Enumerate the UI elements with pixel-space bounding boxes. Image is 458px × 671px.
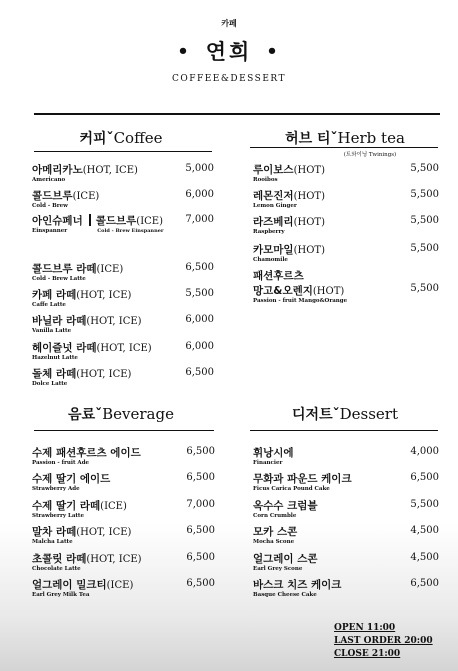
section-divider [34, 430, 214, 431]
cafe-name [0, 36, 458, 66]
item-name-line2: 망고&오렌지 [253, 285, 313, 297]
item-price: 6,000 [185, 341, 214, 352]
item-name: 패션후르츠 [253, 270, 304, 282]
item-price: 7,000 [186, 499, 215, 510]
item-subtitle-alt: Cold - Brew Einspanner [97, 228, 164, 234]
section-title-kr: 허브 티ˇ [285, 131, 338, 147]
menu-item-dessert-3 [253, 498, 318, 519]
item-subtitle: Mocha Scone [253, 539, 295, 545]
item-option: (HOT) [312, 286, 345, 297]
item-name: 휘낭시에 [253, 447, 294, 459]
item-option: (HOT, ICE) [76, 527, 132, 538]
item-option: (HOT, ICE) [82, 165, 138, 176]
menu-item-beverage-4 [32, 524, 131, 545]
item-subtitle: Caffe Latte [32, 302, 66, 308]
item-name: 무화과 파운드 케이크 [253, 473, 352, 485]
item-name: 바스크 치즈 케이크 [253, 579, 342, 591]
item-subtitle: Cold - Brew Latte [32, 276, 86, 282]
item-subtitle: Lemon Ginger [253, 203, 297, 209]
hours-last-order: LAST ORDER 20:00 [334, 636, 433, 646]
item-price: 6,500 [186, 472, 215, 483]
item-price: 5,500 [410, 215, 439, 226]
item-option: (HOT, ICE) [76, 290, 132, 301]
item-price: 6,500 [186, 446, 215, 457]
item-subtitle: Passion - fruit Mango&Orange [253, 298, 348, 304]
item-name: 얼그레이 밀크티 [32, 579, 107, 591]
item-subtitle: Chamomile [253, 257, 288, 263]
item-name: 수제 딸기 에이드 [32, 473, 111, 485]
item-subtitle: Rooibos [253, 177, 278, 183]
item-name: 돌체 라떼 [32, 368, 77, 380]
item-name: 아메리카노 [32, 164, 83, 176]
section-heading-dessert [250, 404, 440, 424]
menu-item-dessert-5 [253, 551, 318, 572]
item-price: 6,500 [186, 525, 215, 536]
item-name: 루이보스 [253, 164, 294, 176]
item-price: 6,000 [185, 189, 214, 200]
item-subtitle: Earl Grey Milk Tea [32, 592, 90, 598]
menu-item-dessert-6 [253, 577, 341, 598]
menu-item-coffee-7 [32, 340, 152, 361]
item-price: 6,500 [410, 472, 439, 483]
menu-item-coffee-4 [32, 261, 123, 282]
item-name: 레몬진저 [253, 190, 294, 202]
menu-item-herb-5 [253, 268, 347, 304]
section-title-en: Herb tea [337, 129, 405, 147]
menu-item-beverage-1 [32, 445, 141, 466]
item-price: 6,500 [410, 578, 439, 589]
item-price: 5,500 [410, 499, 439, 510]
item-subtitle: Ficus Carica Pound Cake [253, 486, 330, 492]
header-divider [34, 113, 440, 115]
item-name: 수제 딸기 라떼 [32, 500, 101, 512]
menu-item-coffee-2 [32, 188, 99, 209]
item-name: 수제 패션후르츠 에이드 [32, 447, 141, 459]
menu-item-herb-2 [253, 188, 325, 209]
item-subtitle: Strawberry Ade [32, 486, 80, 492]
title-dot-left: • [177, 41, 192, 62]
item-name: 콜드브루 라떼 [32, 263, 97, 275]
item-name: 옥수수 크럼블 [253, 500, 318, 512]
item-price: 5,500 [410, 283, 439, 294]
item-price: 5,500 [410, 243, 439, 254]
item-price: 5,000 [185, 163, 214, 174]
hours-open: OPEN 11:00 [334, 623, 396, 633]
menu-item-coffee-3 [32, 213, 164, 234]
item-price: 4,500 [410, 525, 439, 536]
item-option: (ICE) [136, 216, 164, 227]
item-subtitle: Americano [32, 177, 66, 183]
item-name: 초콜릿 라떼 [32, 553, 87, 565]
section-heading-beverage [34, 404, 208, 424]
item-name: 라즈베리 [253, 216, 294, 228]
menu-item-coffee-6 [32, 313, 142, 334]
item-subtitle: Cold - Brew [32, 203, 68, 209]
cafe-name-text: 연희 [205, 39, 253, 64]
item-separator [89, 214, 91, 226]
section-heading-coffee [34, 128, 208, 148]
menu-item-coffee-8 [32, 366, 131, 387]
item-option: (HOT) [293, 191, 325, 202]
item-option: (ICE) [96, 264, 124, 275]
item-name: 말차 라떼 [32, 526, 77, 538]
section-divider [34, 151, 212, 152]
item-name: 바닐라 라떼 [32, 315, 87, 327]
section-title-en: Dessert [339, 405, 398, 423]
item-subtitle: Financier [253, 460, 283, 466]
item-option: (HOT, ICE) [76, 369, 132, 380]
item-subtitle: Chocolate Latte [32, 566, 81, 572]
item-name: 헤이즐넛 라떼 [32, 342, 97, 354]
section-heading-herb-tea [250, 128, 440, 148]
item-name: 아인슈페너 [32, 215, 83, 227]
item-price: 7,000 [185, 214, 214, 225]
item-name: 콜드브루 [32, 190, 73, 202]
section-title-kr: 커피ˇ [79, 131, 114, 147]
section-title-en: Beverage [102, 405, 174, 423]
item-option: (HOT, ICE) [96, 343, 152, 354]
menu-item-dessert-1 [253, 445, 294, 466]
item-option: (HOT) [293, 165, 325, 176]
item-subtitle: Malcha Latte [32, 539, 73, 545]
item-option: (HOT) [293, 217, 325, 228]
menu-item-beverage-2 [32, 471, 110, 492]
menu-item-dessert-4 [253, 524, 297, 545]
section-title-en: Coffee [113, 129, 163, 147]
menu-item-dessert-2 [253, 471, 352, 492]
item-subtitle: Hazelnut Latte [32, 355, 78, 361]
item-subtitle: Einspanner [32, 228, 68, 234]
menu-item-coffee-5 [32, 287, 131, 308]
item-option: (ICE) [106, 580, 134, 591]
menu-item-herb-1 [253, 162, 325, 183]
item-subtitle: Passion - fruit Ade [32, 460, 90, 466]
item-name-alt: 콜드브루 [95, 215, 137, 227]
section-divider [250, 430, 438, 431]
menu-item-beverage-6 [32, 577, 133, 598]
menu-item-coffee-1 [32, 162, 138, 183]
section-title-kr: 디저트ˇ [292, 407, 340, 423]
item-name: 카페 라떼 [32, 289, 77, 301]
menu-item-beverage-5 [32, 551, 142, 572]
item-subtitle: Dolce Latte [32, 381, 68, 387]
item-price: 6,500 [185, 262, 214, 273]
item-price: 6,500 [185, 367, 214, 378]
item-price: 4,000 [410, 446, 439, 457]
cafe-label: 카페 [221, 18, 237, 28]
menu-item-herb-3 [253, 214, 325, 235]
item-price: 5,500 [410, 189, 439, 200]
herb-tea-note: (트와이닝 Twinings) [343, 152, 397, 158]
item-subtitle: Corn Crumble [253, 513, 297, 519]
item-price: 4,500 [410, 552, 439, 563]
item-subtitle: Earl Grey Scone [253, 566, 303, 572]
hours-close: CLOSE 21:00 [334, 649, 401, 659]
menu-item-herb-4 [253, 242, 325, 263]
item-subtitle: Raspberry [253, 229, 285, 235]
item-subtitle: Basque Cheese Cake [253, 592, 317, 598]
item-name: 모카 스콘 [253, 526, 298, 538]
item-price: 6,000 [185, 314, 214, 325]
item-option: (ICE) [72, 191, 100, 202]
item-option: (ICE) [100, 501, 127, 512]
item-price: 6,500 [186, 552, 215, 563]
item-price: 6,500 [186, 578, 215, 589]
title-dot-right: • [266, 41, 281, 62]
item-option: (HOT, ICE) [86, 554, 142, 565]
item-option: (HOT) [293, 245, 325, 256]
item-price: 5,500 [410, 163, 439, 174]
item-name: 얼그레이 스콘 [253, 553, 318, 565]
item-price: 5,500 [185, 288, 214, 299]
menu-item-beverage-3 [32, 498, 127, 519]
item-subtitle: Vanilla Latte [32, 328, 72, 334]
section-title-kr: 음료ˇ [68, 407, 103, 423]
item-subtitle: Strawberry Latte [32, 513, 84, 519]
cafe-subtitle: COFFEE&DESSERT [171, 74, 287, 84]
item-name: 카모마일 [253, 244, 294, 256]
item-option: (HOT, ICE) [86, 316, 142, 327]
section-divider [250, 147, 438, 148]
